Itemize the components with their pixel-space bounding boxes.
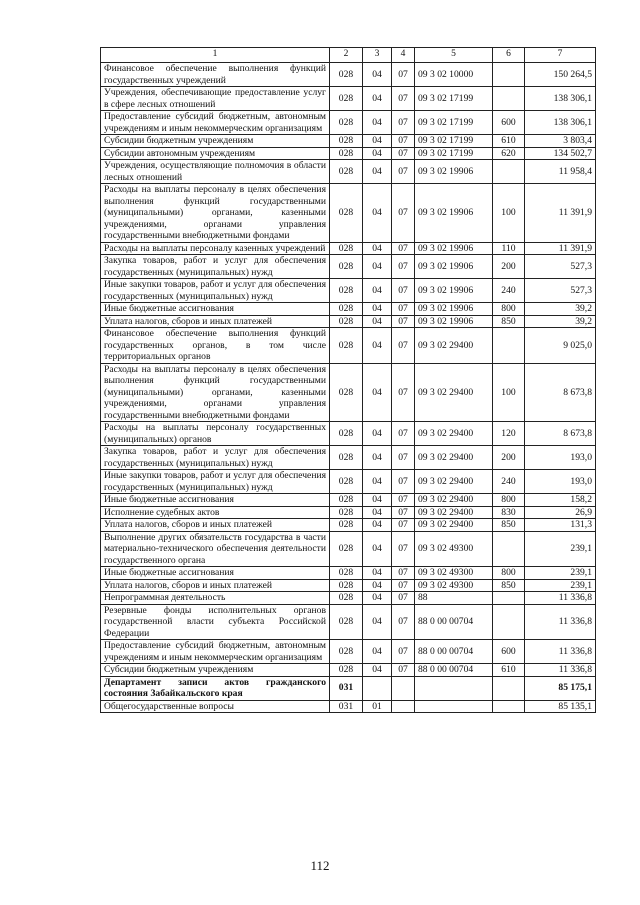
target-article-code: 09 3 02 17199 (415, 147, 493, 160)
subsection-code (392, 700, 415, 713)
table-row (101, 579, 596, 592)
ministry-code: 028 (330, 279, 363, 303)
section-code: 04 (363, 446, 392, 470)
ministry-code: 028 (330, 470, 363, 494)
row-name: Закупка товаров, работ и услуг для обеспечения государственных (муниципальных) нужд (101, 446, 330, 470)
table-row (101, 592, 596, 605)
header-cell: 4 (392, 48, 415, 63)
section-code: 04 (363, 494, 392, 507)
table-row (101, 328, 596, 364)
target-article-code: 09 3 02 19906 (415, 315, 493, 328)
expense-type-code: 800 (493, 567, 525, 580)
amount: 85 175,1 (525, 676, 596, 700)
subsection-code: 07 (392, 328, 415, 364)
target-article-code: 09 3 02 19906 (415, 184, 493, 243)
ministry-code: 028 (330, 111, 363, 135)
expense-type-code: 600 (493, 111, 525, 135)
amount: 134 502,7 (525, 147, 596, 160)
subsection-code: 07 (392, 422, 415, 446)
header-cell: 3 (363, 48, 392, 63)
expense-type-code: 240 (493, 470, 525, 494)
row-name: Иные закупки товаров, работ и услуг для обеспечения государственных (муниципальных) нужд (101, 279, 330, 303)
row-name: Иные бюджетные ассигнования (101, 567, 330, 580)
subsection-code: 07 (392, 87, 415, 111)
subsection-code: 07 (392, 135, 415, 148)
row-name: Учреждения, осуществляющие полномочия в области лесных отношений (101, 160, 330, 184)
table-row (101, 111, 596, 135)
expense-type-code: 830 (493, 506, 525, 519)
header-cell: 1 (101, 48, 330, 63)
ministry-code: 028 (330, 567, 363, 580)
amount: 239,1 (525, 567, 596, 580)
subsection-code: 07 (392, 363, 415, 422)
row-name: Закупка товаров, работ и услуг для обеспечения государственных (муниципальных) нужд (101, 255, 330, 279)
amount: 3 803,4 (525, 135, 596, 148)
amount: 158,2 (525, 494, 596, 507)
section-code: 04 (363, 664, 392, 677)
expense-type-code (493, 160, 525, 184)
target-article-code: 09 3 02 29400 (415, 422, 493, 446)
section-code: 04 (363, 160, 392, 184)
expense-type-code: 610 (493, 135, 525, 148)
section-code: 04 (363, 470, 392, 494)
table-row (101, 279, 596, 303)
expense-type-code: 620 (493, 147, 525, 160)
ministry-code: 028 (330, 135, 363, 148)
header-cell: 7 (525, 48, 596, 63)
expense-type-code: 110 (493, 242, 525, 255)
table-row (101, 422, 596, 446)
target-article-code: 09 3 02 49300 (415, 567, 493, 580)
row-name: Субсидии бюджетным учреждениям (101, 135, 330, 148)
expense-type-code: 850 (493, 519, 525, 532)
section-code: 04 (363, 242, 392, 255)
target-article-code: 09 3 02 49300 (415, 531, 493, 567)
amount: 11 336,8 (525, 640, 596, 664)
amount: 150 264,5 (525, 63, 596, 87)
subsection-code: 07 (392, 640, 415, 664)
table-row (101, 255, 596, 279)
target-article-code: 88 0 00 00704 (415, 664, 493, 677)
expense-type-code: 120 (493, 422, 525, 446)
row-name: Учреждения, обеспечивающие предоставление услуг в сфере лесных отношений (101, 87, 330, 111)
ministry-code: 028 (330, 87, 363, 111)
row-name: Непрограммная деятельность (101, 592, 330, 605)
subsection-code (392, 676, 415, 700)
row-name: Уплата налогов, сборов и иных платежей (101, 579, 330, 592)
target-article-code: 09 3 02 19906 (415, 279, 493, 303)
table-row (101, 87, 596, 111)
expense-type-code (493, 87, 525, 111)
table-row (101, 640, 596, 664)
table-row (101, 303, 596, 316)
target-article-code: 09 3 02 29400 (415, 506, 493, 519)
subsection-code: 07 (392, 494, 415, 507)
subsection-code: 07 (392, 567, 415, 580)
section-code: 01 (363, 700, 392, 713)
subsection-code: 07 (392, 255, 415, 279)
subsection-code: 07 (392, 242, 415, 255)
amount: 239,1 (525, 579, 596, 592)
amount: 131,3 (525, 519, 596, 532)
row-name: Субсидии бюджетным учреждениям (101, 664, 330, 677)
section-code: 04 (363, 519, 392, 532)
budget-table (100, 47, 596, 713)
amount: 138 306,1 (525, 111, 596, 135)
ministry-code: 031 (330, 700, 363, 713)
row-name: Уплата налогов, сборов и иных платежей (101, 315, 330, 328)
ministry-code: 028 (330, 303, 363, 316)
ministry-code: 028 (330, 494, 363, 507)
amount: 527,3 (525, 255, 596, 279)
expense-type-code (493, 63, 525, 87)
amount: 8 673,8 (525, 363, 596, 422)
section-code: 04 (363, 592, 392, 605)
expense-type-code: 600 (493, 640, 525, 664)
section-code: 04 (363, 135, 392, 148)
subsection-code: 07 (392, 470, 415, 494)
subsection-code: 07 (392, 592, 415, 605)
page-number: 112 (310, 858, 330, 873)
row-name: Исполнение судебных актов (101, 506, 330, 519)
section-code: 04 (363, 363, 392, 422)
ministry-code: 028 (330, 640, 363, 664)
subsection-code: 07 (392, 279, 415, 303)
ministry-code: 028 (330, 506, 363, 519)
ministry-code: 028 (330, 328, 363, 364)
target-article-code: 09 3 02 29400 (415, 470, 493, 494)
target-article-code: 09 3 02 49300 (415, 579, 493, 592)
row-name: Общегосударственные вопросы (101, 700, 330, 713)
table-row (101, 676, 596, 700)
subsection-code: 07 (392, 303, 415, 316)
subsection-code: 07 (392, 531, 415, 567)
expense-type-code (493, 676, 525, 700)
ministry-code: 028 (330, 446, 363, 470)
amount: 8 673,8 (525, 422, 596, 446)
section-code: 04 (363, 640, 392, 664)
amount: 11 336,8 (525, 664, 596, 677)
expense-type-code: 100 (493, 184, 525, 243)
table-row (101, 531, 596, 567)
amount: 39,2 (525, 303, 596, 316)
subsection-code: 07 (392, 147, 415, 160)
amount: 527,3 (525, 279, 596, 303)
amount: 11 958,4 (525, 160, 596, 184)
target-article-code: 88 0 00 00704 (415, 604, 493, 640)
section-code: 04 (363, 506, 392, 519)
section-code: 04 (363, 279, 392, 303)
row-name: Уплата налогов, сборов и иных платежей (101, 519, 330, 532)
row-name: Расходы на выплаты персоналу государственных (муниципальных) органов (101, 422, 330, 446)
target-article-code: 09 3 02 17199 (415, 87, 493, 111)
table-row (101, 567, 596, 580)
table-row (101, 363, 596, 422)
subsection-code: 07 (392, 315, 415, 328)
subsection-code: 07 (392, 446, 415, 470)
section-code (363, 676, 392, 700)
column-number-row (101, 48, 596, 63)
section-code: 04 (363, 147, 392, 160)
table-row (101, 135, 596, 148)
amount: 26,9 (525, 506, 596, 519)
row-name: Финансовое обеспечение выполнения функций государственных органов, в том числе территориальных органов (101, 328, 330, 364)
table-row (101, 315, 596, 328)
section-code: 04 (363, 315, 392, 328)
table-row (101, 160, 596, 184)
table-row (101, 604, 596, 640)
section-code: 04 (363, 422, 392, 446)
table-row (101, 63, 596, 87)
expense-type-code: 800 (493, 494, 525, 507)
ministry-code: 028 (330, 147, 363, 160)
target-article-code: 09 3 02 19906 (415, 160, 493, 184)
target-article-code: 09 3 02 29400 (415, 446, 493, 470)
target-article-code (415, 700, 493, 713)
row-name: Департамент записи актов гражданского состояния Забайкальского края (101, 676, 330, 700)
section-code: 04 (363, 579, 392, 592)
subsection-code: 07 (392, 604, 415, 640)
ministry-code: 028 (330, 160, 363, 184)
ministry-code: 028 (330, 422, 363, 446)
header-cell: 5 (415, 48, 493, 63)
row-name: Иные бюджетные ассигнования (101, 494, 330, 507)
ministry-code: 031 (330, 676, 363, 700)
table-row (101, 664, 596, 677)
target-article-code: 09 3 02 29400 (415, 328, 493, 364)
expense-type-code (493, 604, 525, 640)
subsection-code: 07 (392, 664, 415, 677)
row-name: Предоставление субсидий бюджетным, автономным учреждениям и иным некоммерческим организациям (101, 640, 330, 664)
table-row (101, 446, 596, 470)
table-row (101, 242, 596, 255)
section-code: 04 (363, 87, 392, 111)
row-name: Расходы на выплаты персоналу в целях обеспечения выполнения функций государственными (муниципальными) органами, казенными учреждениями, органами управления государственными внебюджетными фондами (101, 363, 330, 422)
amount: 193,0 (525, 470, 596, 494)
section-code: 04 (363, 111, 392, 135)
section-code: 04 (363, 531, 392, 567)
expense-type-code: 200 (493, 446, 525, 470)
row-name: Финансовое обеспечение выполнения функций государственных учреждений (101, 63, 330, 87)
target-article-code: 09 3 02 19906 (415, 255, 493, 279)
expense-type-code (493, 700, 525, 713)
ministry-code: 028 (330, 242, 363, 255)
target-article-code: 09 3 02 17199 (415, 111, 493, 135)
ministry-code: 028 (330, 255, 363, 279)
row-name: Иные бюджетные ассигнования (101, 303, 330, 316)
row-name: Расходы на выплаты персоналу в целях обеспечения выполнения функций государственными (муниципальными) органами, казенными учреждениями, органами управления государственными внебюджетными фондами (101, 184, 330, 243)
row-name: Субсидии автономным учреждениям (101, 147, 330, 160)
ministry-code: 028 (330, 592, 363, 605)
expense-type-code: 800 (493, 303, 525, 316)
subsection-code: 07 (392, 579, 415, 592)
target-article-code: 09 3 02 29400 (415, 494, 493, 507)
amount: 39,2 (525, 315, 596, 328)
row-name: Расходы на выплаты персоналу казенных учреждений (101, 242, 330, 255)
target-article-code: 09 3 02 19906 (415, 242, 493, 255)
row-name: Выполнение других обязательств государства в части материально-технического обеспечения деятельности государственного органа (101, 531, 330, 567)
section-code: 04 (363, 184, 392, 243)
table-row (101, 519, 596, 532)
subsection-code: 07 (392, 506, 415, 519)
section-code: 04 (363, 63, 392, 87)
amount: 11 336,8 (525, 592, 596, 605)
row-name: Резервные фонды исполнительных органов государственной власти субъекта Российской Федерации (101, 604, 330, 640)
ministry-code: 028 (330, 63, 363, 87)
header-cell: 6 (493, 48, 525, 63)
amount: 193,0 (525, 446, 596, 470)
amount: 11 336,8 (525, 604, 596, 640)
header-cell: 2 (330, 48, 363, 63)
amount: 9 025,0 (525, 328, 596, 364)
ministry-code: 028 (330, 315, 363, 328)
row-name: Иные закупки товаров, работ и услуг для обеспечения государственных (муниципальных) нужд (101, 470, 330, 494)
section-code: 04 (363, 604, 392, 640)
amount: 11 391,9 (525, 184, 596, 243)
section-code: 04 (363, 567, 392, 580)
ministry-code: 028 (330, 519, 363, 532)
table-row (101, 494, 596, 507)
expense-type-code: 610 (493, 664, 525, 677)
expense-type-code: 200 (493, 255, 525, 279)
expense-type-code (493, 592, 525, 605)
table-row (101, 184, 596, 243)
target-article-code: 09 3 02 10000 (415, 63, 493, 87)
table-body (101, 63, 596, 713)
table-row (101, 470, 596, 494)
target-article-code: 88 0 00 00704 (415, 640, 493, 664)
table-row (101, 700, 596, 713)
expense-type-code: 100 (493, 363, 525, 422)
target-article-code: 88 (415, 592, 493, 605)
section-code: 04 (363, 303, 392, 316)
row-name: Предоставление субсидий бюджетным, автономным учреждениям и иным некоммерческим организациям (101, 111, 330, 135)
ministry-code: 028 (330, 579, 363, 592)
amount: 138 306,1 (525, 87, 596, 111)
amount: 239,1 (525, 531, 596, 567)
target-article-code: 09 3 02 17199 (415, 135, 493, 148)
ministry-code: 028 (330, 664, 363, 677)
subsection-code: 07 (392, 63, 415, 87)
expense-type-code: 240 (493, 279, 525, 303)
section-code: 04 (363, 328, 392, 364)
subsection-code: 07 (392, 111, 415, 135)
table-row (101, 506, 596, 519)
target-article-code: 09 3 02 29400 (415, 363, 493, 422)
expense-type-code (493, 531, 525, 567)
expense-type-code: 850 (493, 579, 525, 592)
ministry-code: 028 (330, 604, 363, 640)
amount: 11 391,9 (525, 242, 596, 255)
target-article-code: 09 3 02 29400 (415, 519, 493, 532)
ministry-code: 028 (330, 531, 363, 567)
expense-type-code (493, 328, 525, 364)
ministry-code: 028 (330, 363, 363, 422)
target-article-code: 09 3 02 19906 (415, 303, 493, 316)
subsection-code: 07 (392, 160, 415, 184)
subsection-code: 07 (392, 519, 415, 532)
target-article-code (415, 676, 493, 700)
amount: 85 135,1 (525, 700, 596, 713)
expense-type-code: 850 (493, 315, 525, 328)
table-row (101, 147, 596, 160)
section-code: 04 (363, 255, 392, 279)
subsection-code: 07 (392, 184, 415, 243)
ministry-code: 028 (330, 184, 363, 243)
